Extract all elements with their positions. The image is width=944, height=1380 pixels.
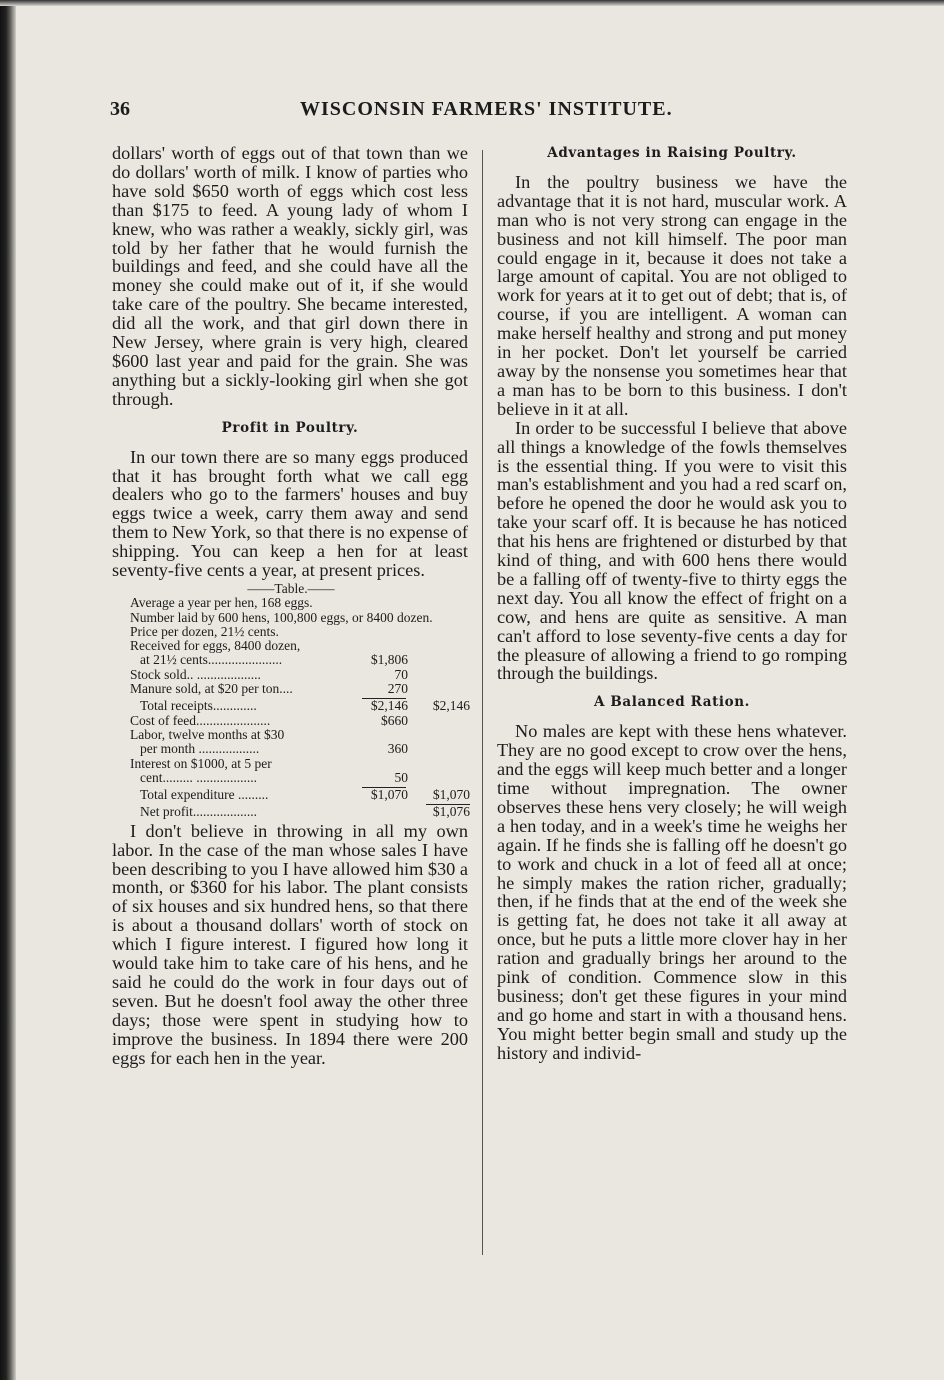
row-label: Cost of feed......................: [130, 713, 271, 728]
right-column: [497, 144, 847, 1063]
table-row: [130, 653, 470, 667]
right-paragraph-2: In order to be successful I believe that above all things a knowledge of the fowls themselves is the essential thing. If you were to visit this man's establishment and you had a red scarf on, before he opened the door he would ask you to take your scarf off. It is because he has noticed that his hens are frightened or disturbed by that kind of thing, and with 600 hens there would be a falling off of twenty-five to thirty eggs the next day. You all know the effect of fright on a cow, and hens are quite as sensitive. A man can't afford to lose seventy-five cents a day for the pleasure of allowing a friend to go romping through the buildings.: [497, 417, 847, 684]
row-value: 50: [394, 769, 408, 785]
row-label: Total receipts.............: [140, 699, 257, 714]
row-label: Stock sold.. ...................: [130, 667, 261, 682]
table-row: [130, 771, 470, 785]
running-head: WISCONSIN FARMERS' INSTITUTE.: [300, 98, 673, 120]
top-edge: [0, 0, 944, 6]
row-value: $1,806: [370, 652, 408, 668]
table-line: Average a year per hen, 168 eggs.: [130, 595, 313, 611]
heading-advantages-in-raising-poultry: Advantages in Raising Poultry.: [547, 145, 797, 161]
right-paragraph-1: In the poultry business we have the advantage that it is not hard, muscular work. A man who is not very strong can engage in the business and not kill himself. The poor man could engage in it, because it does not take a large amount of capital. You are not obliged to work for years at it to get out of debt; that is, of course, if you are intelligent. A woman can make herself healthy and strong and put money in her pocket. Don't let yourself be carried away by the nonsense you sometimes hear that a man has to be born to this business. I don't believe in it at all.: [497, 171, 847, 419]
heading-profit-in-poultry: Profit in Poultry.: [221, 419, 359, 436]
row-value-total: $2,146: [432, 698, 470, 714]
row-label: cent......... ..................: [140, 770, 257, 785]
table-caption: ——Table.——: [247, 580, 335, 596]
left-paragraph-3: I don't believe in throwing in all my own labor. In the case of the man whose sales I have been describing to you I have allowed him $30 a month, or $360 for his labor. The plant consists of six houses and six hundred hens, so that there is about a thousand dollars' worth of stock on which I figure interest. I figured how long it would take him to take care of his hens, and he said he could do the work in four days out of seven. But he doesn't fool away the other three days; those were spent in studying how to improve the business. In 1894 there were 200 eggs for each hen in the year.: [112, 820, 468, 1068]
table-line: Price per dozen, 21½ cents.: [130, 623, 279, 639]
table-row: [130, 682, 470, 696]
row-value: $2,146: [370, 698, 408, 714]
row-label: Total expenditure .........: [140, 788, 269, 803]
table-row-total-receipts: [130, 699, 470, 713]
table-line: Labor, twelve months at $30: [130, 726, 285, 742]
page-header: [110, 98, 870, 128]
left-paragraph-1: dollars' worth of eggs out of that town than we do dollars' worth of milk. I know of parties who have sold $650 worth of eggs which cost less than $175 to feed. A young lady of whom I knew, who was rather a weakly, sickly girl, was told by her father that he would furnish the buildings and feed, and she could have all the money she could make out of it, if she would take care of the poultry. She became interested, did all the work, and that girl down there in New Jersey, where grain is very high, cleared $600 last year and paid for the grain. She was anything but a sickly-looking girl when she got through.: [112, 143, 468, 409]
left-paragraph-2: In our town there are so many eggs produced that it has brought forth what we call egg dealers who go to the farmers' houses and buy eggs twice a week, carry them away and send them to New York, so that there is no expense of shipping. You can keep a hen for at least seventy-five cents a year, at present prices.: [112, 446, 468, 581]
binding-edge: [0, 0, 16, 1380]
column-divider: [482, 150, 483, 1255]
row-value-total: $1,076: [432, 804, 470, 820]
row-label: per month ..................: [140, 742, 260, 757]
row-value-total: $1,070: [432, 787, 470, 803]
profit-table: [130, 582, 470, 820]
table-row: [130, 714, 470, 728]
page-number: 36: [110, 98, 130, 120]
right-paragraph-3: No males are kept with these hens whatever. They are no good except to crow over the hens, and the eggs will keep much better and a longer time without impregnation. The owner observes these hens very closely; he will weigh a hen today, and in a week's time he weighs her again. If he finds she is falling off he doesn't go to work and chuck in a lot of feed all at once; he simply makes the ration richer, gradually; then, if he finds that at the end of the week she is getting fat, he does not take it all away at once, but he puts a little more clover hay in her ration and gradually brings her around to the pink of condition. Commence slow in this business; don't get these figures in your mind and go home and start in with a thousand hens. You might better begin small and study up the history and individ-: [497, 721, 847, 1063]
table-line: Number laid by 600 hens, 100,800 eggs, or 8400 dozen.: [130, 609, 433, 625]
table-row: [130, 742, 470, 756]
row-label: at 21½ cents......................: [140, 653, 283, 668]
left-column: [112, 144, 468, 1067]
table-row: [130, 668, 470, 682]
table-row-net-profit: [130, 805, 470, 819]
row-value: 360: [387, 741, 408, 757]
heading-a-balanced-ration: A Balanced Ration.: [594, 694, 750, 711]
table-line: Received for eggs, 8400 dozen,: [130, 638, 301, 654]
row-value: $1,070: [370, 787, 408, 803]
row-label: Net profit...................: [140, 805, 257, 820]
table-row-total-expenditure: [130, 788, 470, 802]
row-value: $660: [381, 712, 408, 728]
row-label: Manure sold, at $20 per ton....: [130, 682, 293, 697]
row-value: 70: [394, 666, 408, 682]
row-value: 270: [387, 681, 408, 697]
table-line: Interest on $1000, at 5 per: [130, 755, 272, 771]
